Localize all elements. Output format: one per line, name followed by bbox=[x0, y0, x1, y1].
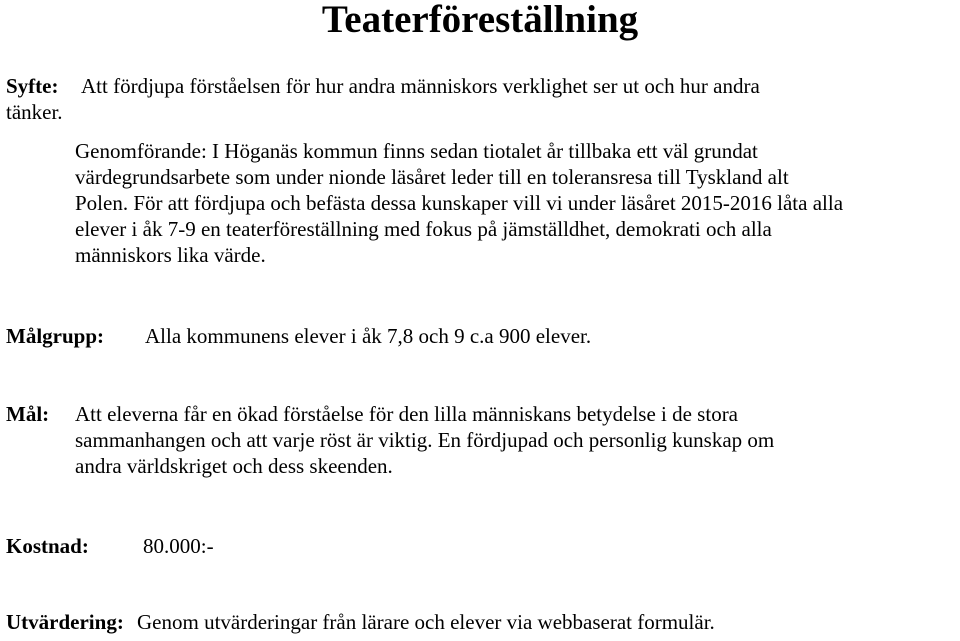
syfte-text bbox=[6, 73, 760, 125]
page-title: Teaterföreställning bbox=[321, 0, 639, 41]
mal-line-3: andra världskriget och dess skeenden. bbox=[75, 454, 393, 478]
mal-line-1: Att eleverna får en ökad förståelse för den lilla människans betydelse i de stora bbox=[75, 402, 739, 426]
genomforande-line-2: värdegrundsarbete som under nionde läsåret leder till en toleransresa till Tyskland alt bbox=[75, 165, 789, 189]
malgrupp-label: Målgrupp: bbox=[6, 324, 105, 348]
mal-text bbox=[75, 401, 774, 479]
syfte-line-2: tänker. bbox=[6, 100, 63, 124]
genomforande-paragraph bbox=[75, 138, 843, 268]
syfte-line-1: Att fördjupa förståelsen för hur andra människors verklighet ser ut och hur andra bbox=[81, 74, 760, 98]
genomforande-line-1: Genomförande: I Höganäs kommun finns sedan tiotalet år tillbaka ett väl grundat bbox=[75, 139, 758, 163]
utvardering-text: Genom utvärderingar från lärare och elever via webbaserat formulär. bbox=[137, 610, 715, 634]
genomforande-line-3: Polen. För att fördjupa och befästa dessa kunskaper vill vi under läsåret 2015-2016 låta alla bbox=[75, 191, 844, 215]
kostnad-label: Kostnad: bbox=[6, 534, 89, 558]
syfte-label: Syfte: bbox=[6, 74, 59, 98]
utvardering-label: Utvärdering: bbox=[6, 610, 124, 634]
kostnad-value: 80.000:- bbox=[143, 534, 214, 558]
mal-line-2: sammanhangen och att varje röst är viktig. En fördjupad och personlig kunskap om bbox=[75, 428, 775, 452]
mal-label: Mål: bbox=[6, 402, 50, 426]
malgrupp-text: Alla kommunens elever i åk 7,8 och 9 c.a 900 elever. bbox=[145, 324, 592, 348]
genomforande-line-4: elever i åk 7-9 en teaterföreställning med fokus på jämställdhet, demokrati och alla bbox=[75, 217, 772, 241]
genomforande-line-5: människors lika värde. bbox=[75, 243, 266, 267]
